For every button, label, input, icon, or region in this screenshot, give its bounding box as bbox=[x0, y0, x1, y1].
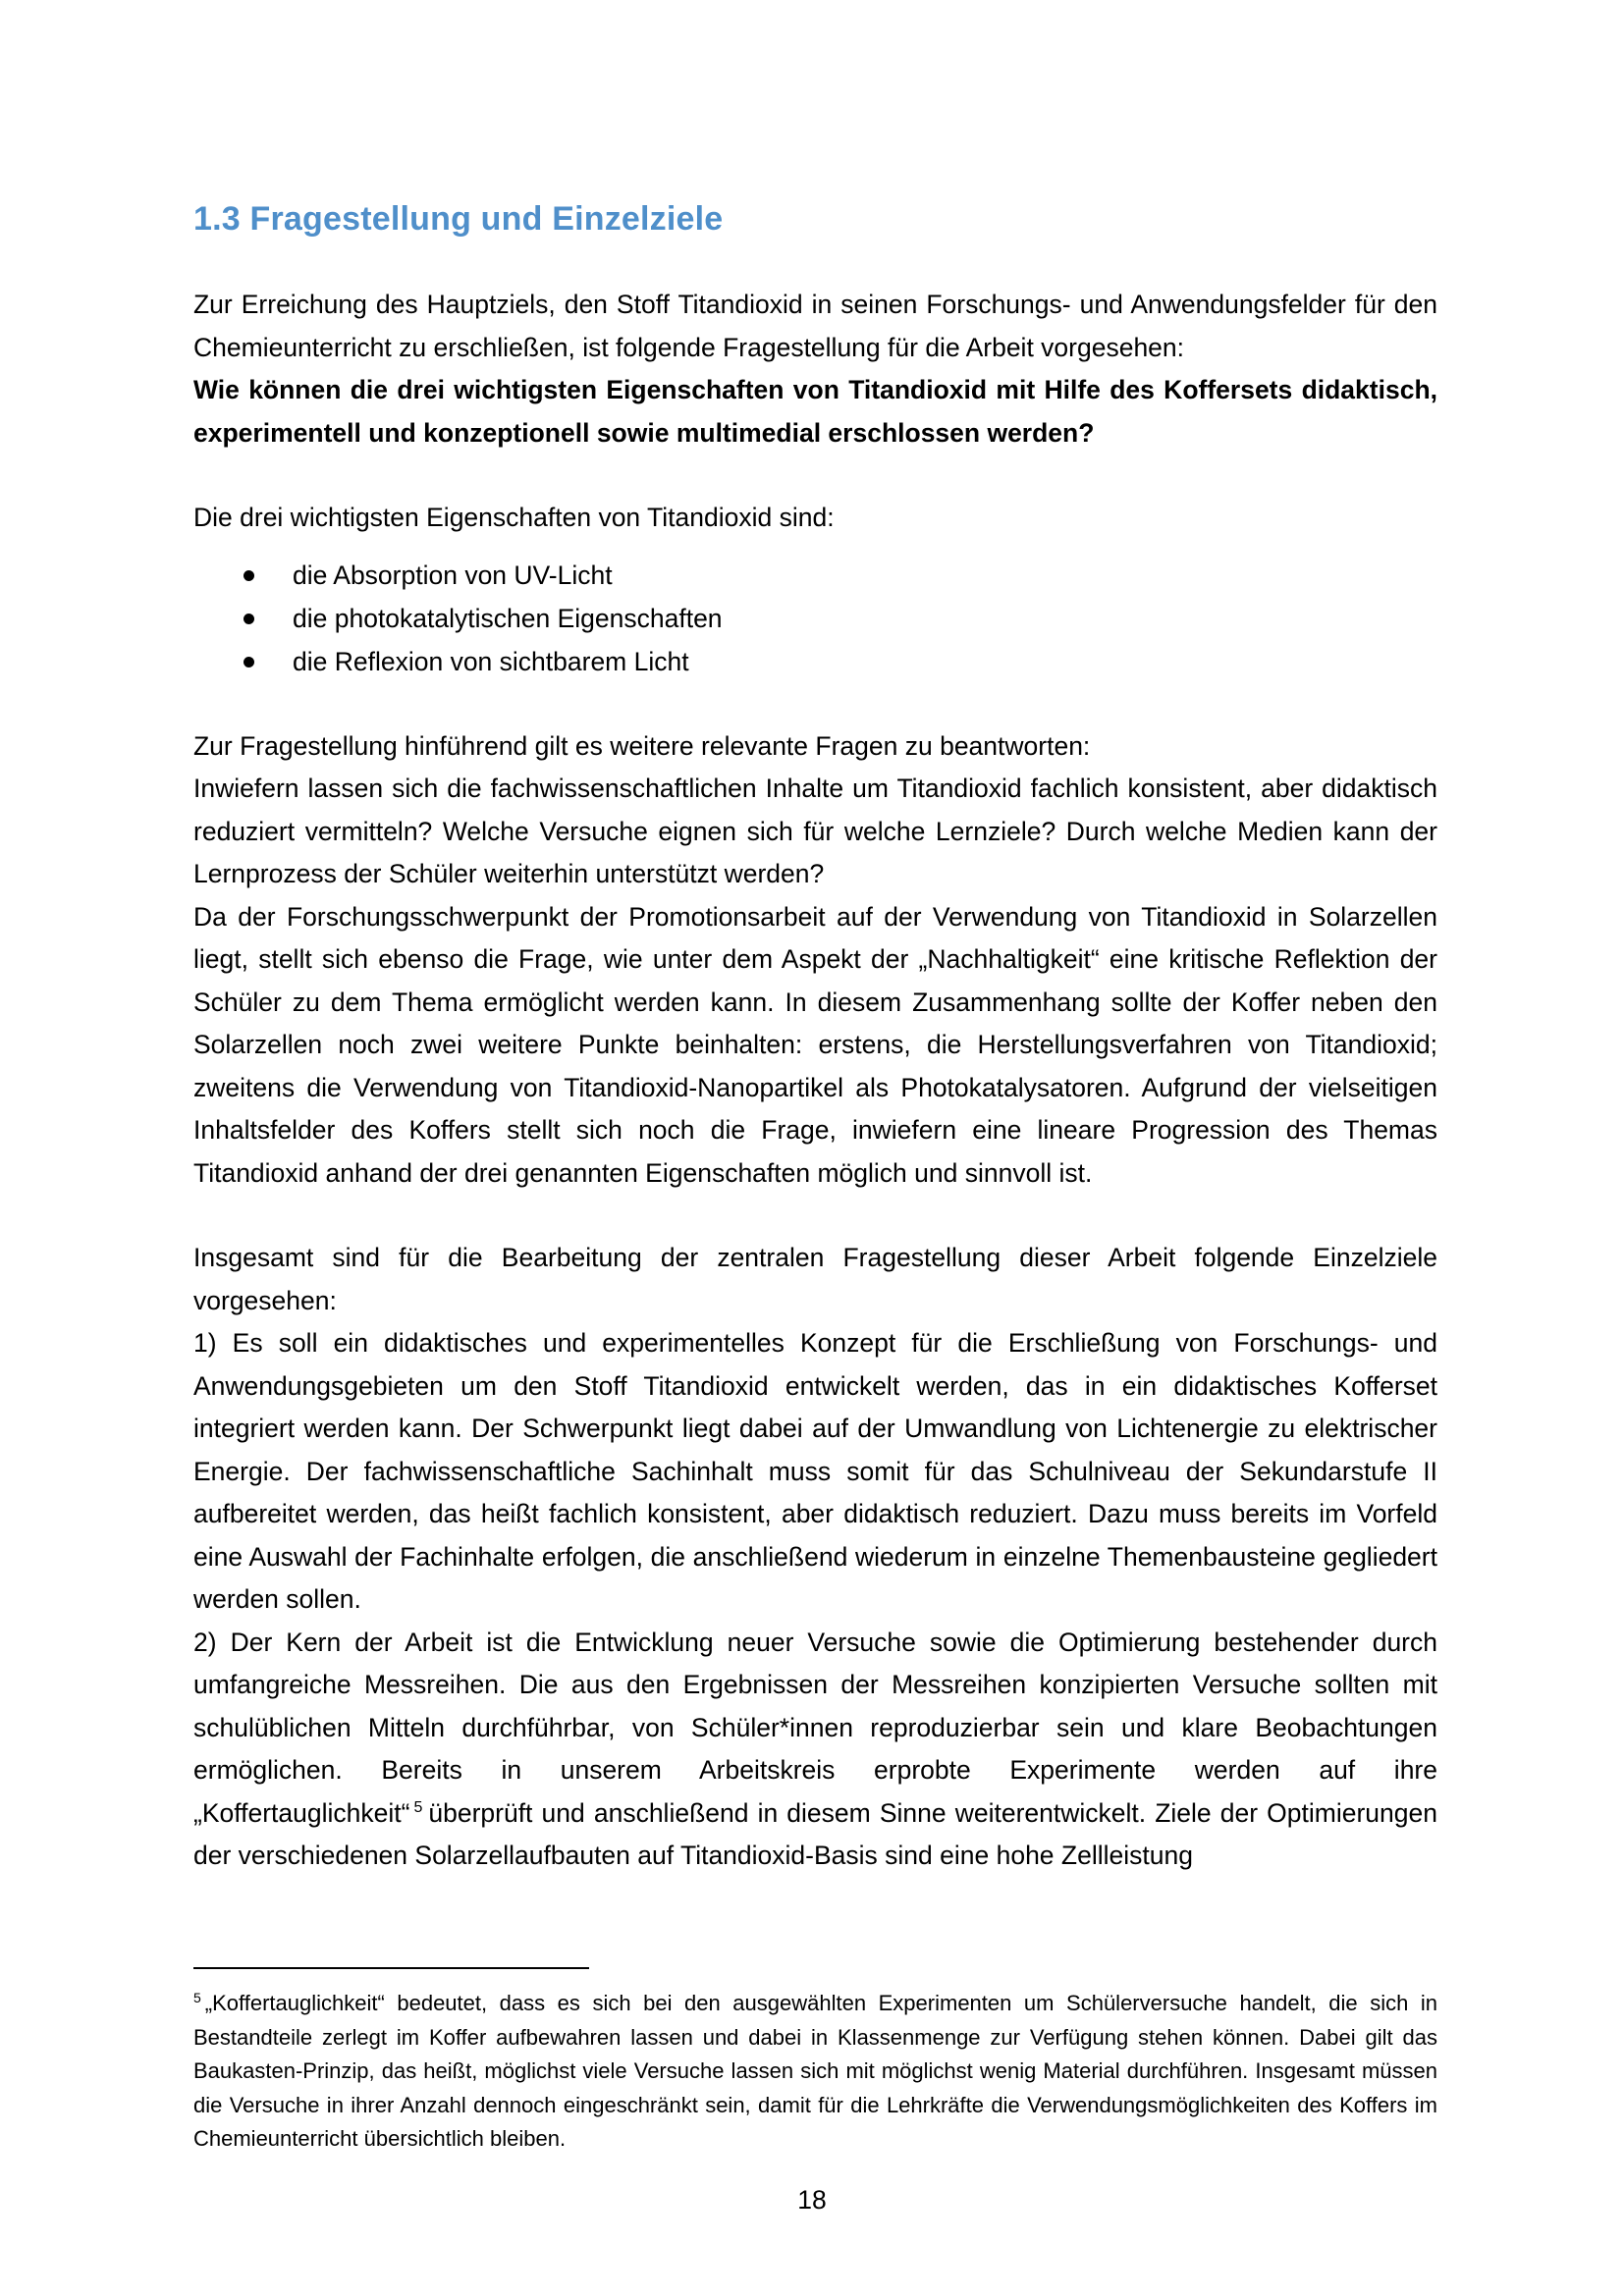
goal-2-paragraph bbox=[193, 1622, 1437, 1878]
list-item bbox=[193, 640, 1437, 683]
page-body bbox=[193, 191, 1437, 1878]
section-heading: 1.3 Fragestellung und Einzelziele bbox=[193, 200, 724, 238]
spacer bbox=[193, 683, 1437, 725]
bullet-icon bbox=[244, 614, 254, 624]
list-item bbox=[193, 597, 1437, 640]
goals-lead: Insgesamt sind für die Bearbeitung der zentralen Fragestellung dieser Arbeit folgende Einzelziele vorgesehen: bbox=[193, 1243, 1437, 1315]
properties-list bbox=[193, 554, 1437, 683]
spacer bbox=[193, 540, 1437, 554]
bullet-icon bbox=[244, 570, 254, 581]
bullet-icon bbox=[244, 657, 254, 667]
properties-lead: Die drei wichtigsten Eigenschaften von Titandioxid sind: bbox=[193, 503, 835, 532]
footnote-separator bbox=[193, 1967, 589, 1969]
sustainability-paragraph: Da der Forschungsschwerpunkt der Promotionsarbeit auf der Verwendung von Titandioxid in Solarzellen liegt, stellt sich ebenso die Frage, wie unter dem Aspekt der „Nachhaltigkeit“ eine kritische Reflektion der Schüler zu dem Thema ermöglicht werden kann. In diesem Zusammenhang sollte der Koffer neben den Solarzellen noch zwei weitere Punkte beinhalten: erstens, die Herstellungsverfahren von Titandioxid; zweitens die Verwendung von Titandioxid-Nanopartikel als Photokatalysatoren. Aufgrund der vielseitigen Inhaltsfelder des Koffers stellt sich noch die Frage, inwiefern eine lineare Progression des Themas Titandioxid anhand der drei genannten Eigenschaften möglich und sinnvoll ist. bbox=[193, 901, 1437, 1188]
goal-1-paragraph: 1) Es soll ein didaktisches und experimentelles Konzept für die Erschließung von Forschungs- und Anwendungsgebieten um den Stoff Titandioxid entwickelt werden, das in ein didaktisches Kofferset integriert werden kann. Der Schwerpunkt liegt dabei auf der Umwandlung von Lichtenergie zu elektrischer Energie. Der fachwissenschaftliche Sachinhalt muss somit für das Schulniveau der Sekundarstufe II aufbereitet werden, das heißt fachlich konsistent, aber didaktisch reduziert. Dazu muss bereits im Vorfeld eine Auswahl der Fachinhalte erfolgen, die anschließend wiederum in einzelne Themenbausteine gegliedert werden sollen. bbox=[193, 1328, 1437, 1614]
list-item-text: die photokatalytischen Eigenschaften bbox=[293, 603, 723, 633]
research-question: Wie können die drei wichtigsten Eigenschaften von Titandioxid mit Hilfe des Koffersets didaktisch, experimentell und konzeptionell sowie multimedial erschlossen werden? bbox=[193, 375, 1437, 448]
spacer bbox=[193, 1195, 1437, 1237]
list-item bbox=[193, 554, 1437, 597]
spacer bbox=[193, 454, 1437, 497]
goal-2-text-end: überprüft und anschließend in diesem Sinne weiterentwickelt. Ziele der Optimierungen der verschiedenen Solarzellaufbauten auf Titandioxid-Basis sind eine hohe Zellleistung bbox=[193, 1797, 1437, 1870]
page-number: 18 bbox=[797, 2185, 827, 2215]
footnote-number: 5 bbox=[193, 1989, 201, 2005]
goal-2-text-start: 2) Der Kern der Arbeit ist die Entwicklung neuer Versuche sowie die Optimierung bestehender durch umfangreiche Messreihen. Die aus den Ergebnissen der Messreihen konzipierten Versuche sollten mit schulüblichen Mitteln durchführbar, von Schüler*innen reproduzierbar sein und klare Beobachtungen ermöglichen. Bereits in unserem Arbeitskreis erprobte Experimente werden auf ihre „Koffertauglichkeit“ bbox=[193, 1627, 1437, 1828]
footnote-text: „Koffertauglichkeit“ bedeutet, dass es sich bei den ausgewählten Experimenten um Schülerversuche handelt, die sich in Bestandteile zerlegt im Koffer aufbewahren lassen und dabei in Klassenmenge zur Verfügung stehen können. Dabei gilt das Baukasten-Prinzip, das heißt, möglichst viele Versuche lassen sich mit möglichst wenig Material durchführen. Insgesamt müssen die Versuche in ihrer Anzahl dennoch eingeschränkt sein, damit für die Lehrkräfte die Verwendungsmöglichkeiten des Koffers im Chemieunterricht übersichtlich bleiben. bbox=[193, 1991, 1437, 2151]
further-questions-paragraph: Inwiefern lassen sich die fachwissenschaftlichen Inhalte um Titandioxid fachlich konsistent, aber didaktisch reduziert vermitteln? Welche Versuche eignen sich für welche Lernziele? Durch welche Medien kann der Lernprozess der Schüler weiterhin unterstützt werden? bbox=[193, 774, 1437, 888]
list-item-text: die Reflexion von sichtbarem Licht bbox=[293, 646, 689, 676]
footnote-reference[interactable]: 5 bbox=[413, 1798, 423, 1816]
further-questions-lead: Zur Fragestellung hinführend gilt es weitere relevante Fragen zu beantworten: bbox=[193, 730, 1091, 761]
footnote bbox=[193, 1987, 1437, 2157]
intro-paragraph: Zur Erreichung des Hauptziels, den Stoff Titandioxid in seinen Forschungs- und Anwendungsfelder für den Chemieunterricht zu erschließen, ist folgende Fragestellung für die Arbeit vorgesehen: bbox=[193, 290, 1437, 362]
list-item-text: die Absorption von UV-Licht bbox=[293, 560, 613, 590]
